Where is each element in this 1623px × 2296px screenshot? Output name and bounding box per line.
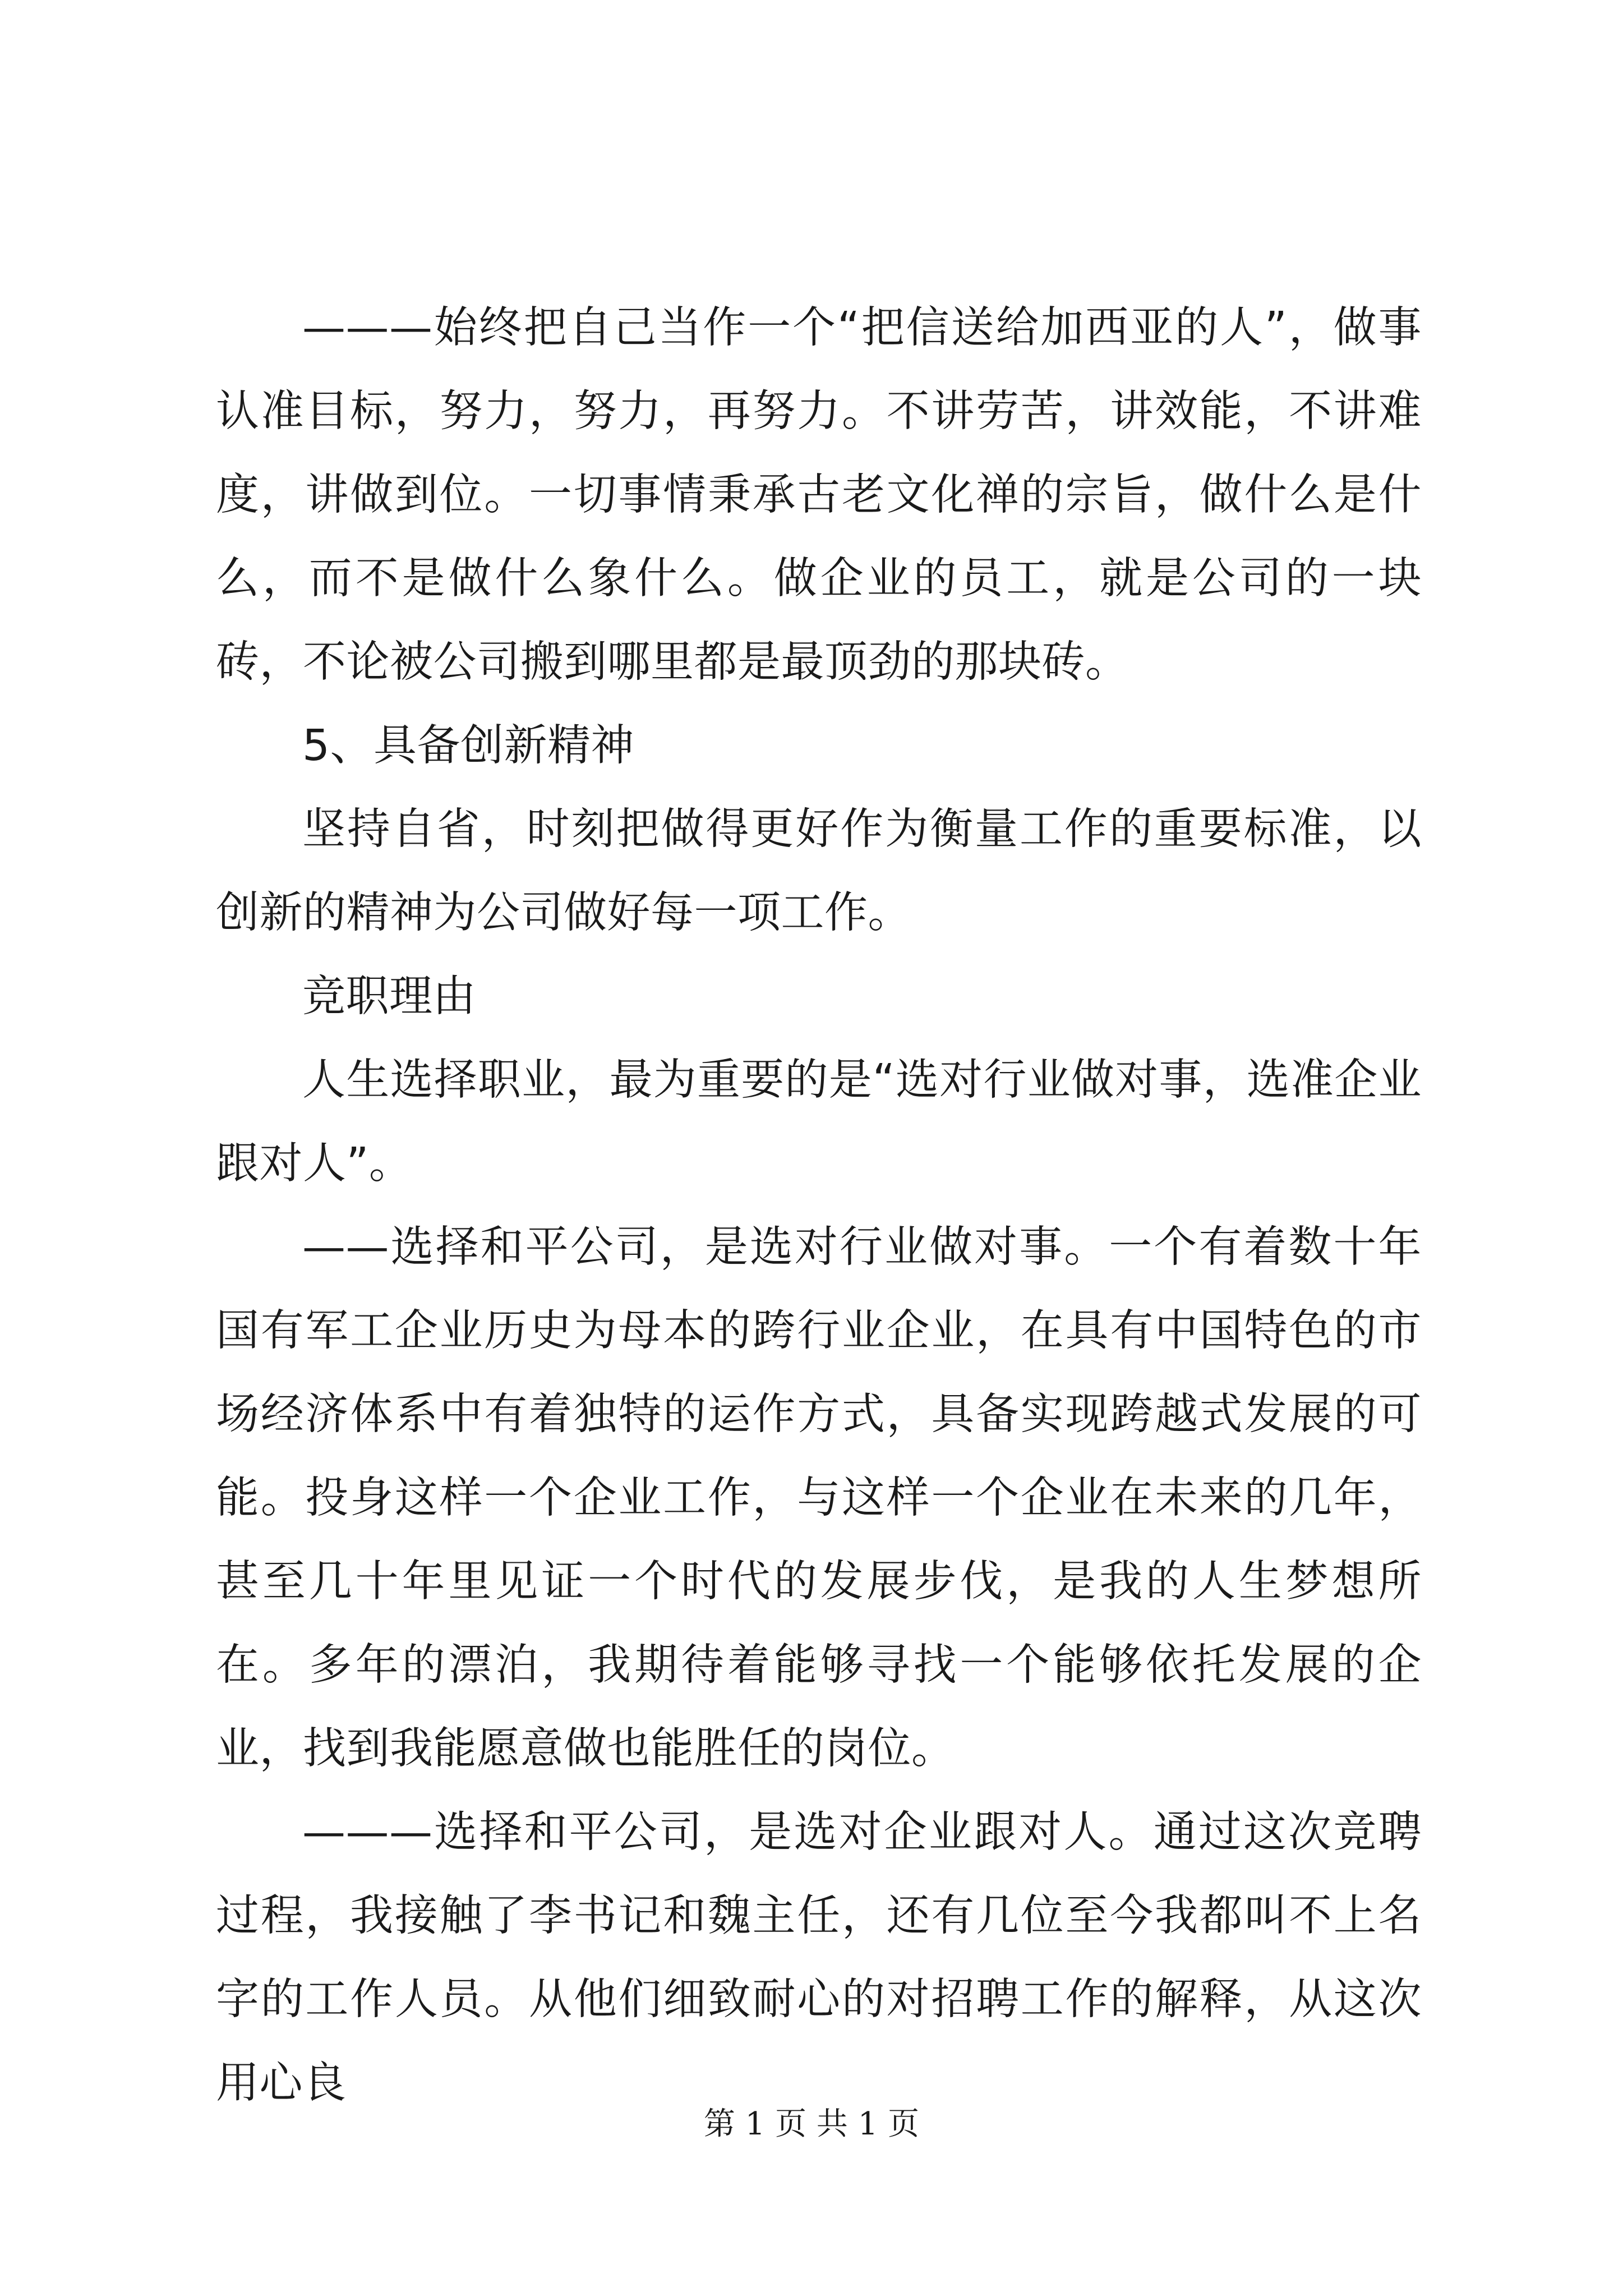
heading-reasons: 竞职理由: [302, 972, 476, 1022]
paragraph-right-company: ———选择和平公司，是选对企业跟对人。通过这次竞聘过程，我接触了李书记和魏主任，还有几位至今我都叫不上名字的工作人员。从他们细致耐心的对招聘工作的解释，从这次用心良: [216, 1807, 1422, 2108]
document-body: [216, 286, 1422, 2125]
page-footer: 第 1 页 共 1 页: [703, 2106, 920, 2142]
heading-innovation: 5、具备创新精神: [302, 721, 634, 771]
paragraph-dedication: ———始终把自己当作一个“把信送给加西亚的人”，做事认准目标，努力，努力，再努力。不讲劳苦，讲效能，不讲难度，讲做到位。一切事情秉承古老文化禅的宗旨，做什么是什么，而不是做什么象什么。做企业的员工，就是公司的一块砖，不论被公司搬到哪里都是最顶劲的那块砖。: [216, 303, 1422, 687]
paragraph-innovation: 坚持自省，时刻把做得更好作为衡量工作的重要标准，以创新的精神为公司做好每一项工作。: [216, 804, 1422, 938]
paragraph-right-industry: ——选择和平公司，是选对行业做对事。一个有着数十年国有军工企业历史为母本的跨行业企业，在具有中国特色的市场经济体系中有着独特的运作方式，具备实现跨越式发展的可能。投身这样一个企业工作，与这样一个企业在未来的几年，甚至几十年里见证一个时代的发展步伐，是我的人生梦想所在。多年的漂泊，我期待着能够寻找一个能够依托发展的企业，找到我能愿意做也能胜任的岗位。: [216, 1222, 1422, 1774]
paragraph-career-choice: 人生选择职业，最为重要的是“选对行业做对事，选准企业跟对人”。: [216, 1055, 1422, 1189]
